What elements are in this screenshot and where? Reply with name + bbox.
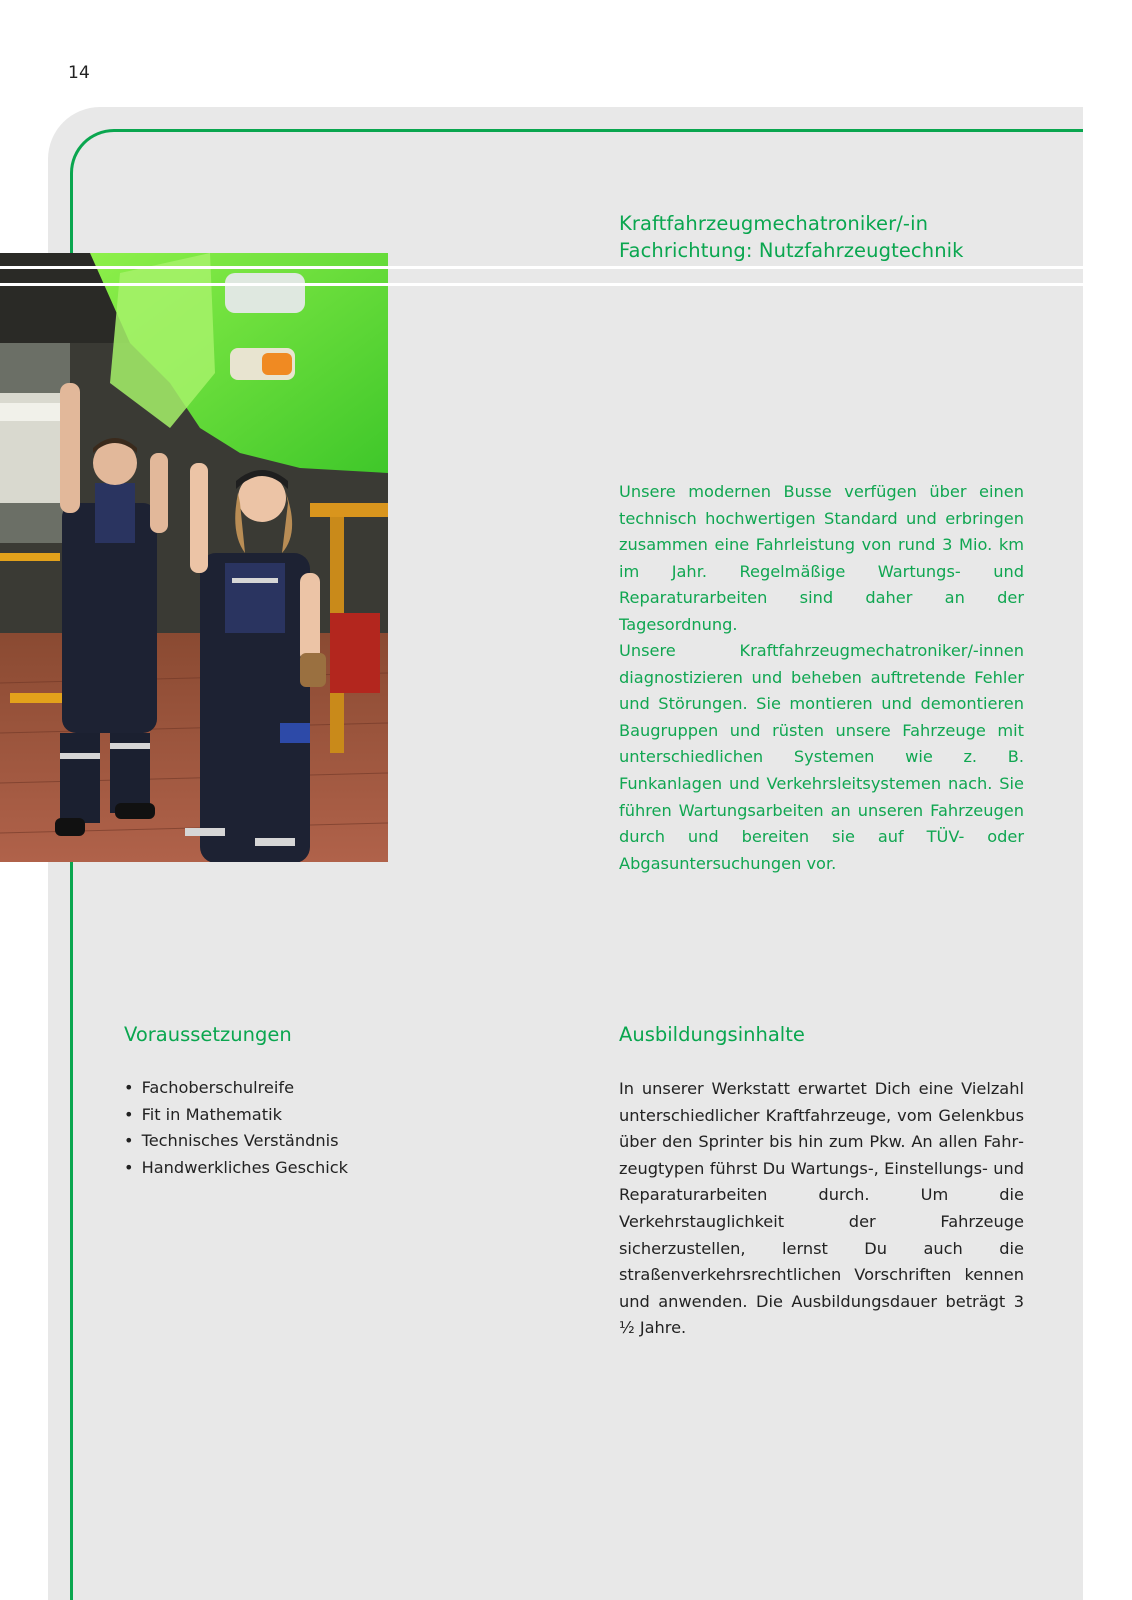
page-number: 14 [68,63,91,83]
list-item: • Technisches Verständnis [124,1128,348,1155]
requirements-heading: Voraussetzungen [124,1023,292,1046]
intro-paragraph-1: Unsere modernen Busse verfügen über einen technisch hochwertigen Standard und erbringen zusammen eine Fahrleistung von rund 3 Mio. km im Jahr. Regelmäßige Wartungs- und Reparaturarbeiten sind daher an der Tagesordnung. [619,482,1024,634]
training-heading: Ausbildungsinhalte [619,1023,805,1046]
title-line-2: Fachrichtung: Nutzfahrzeugtechnik [619,239,964,262]
training-paragraph: In unserer Werkstatt erwartet Dich eine Vielzahl unterschiedlicher Kraftfahrzeuge, vom Gelenkbus über den Sprinter bis hin zum Pkw. An allen Fahrzeugtypen führst Du Wartungs-, Einstellungs- und Reparaturarbeiten durch. Um die Verkehrstauglichkeit der Fahrzeuge sicherzustellen, lernst Du auch die straßenverkehrsrechtlichen Vorschriften kennen und anwenden. Die Ausbildungsdauer beträgt 3 ½ Jahre. [619,1079,1024,1338]
white-rule-top [0,266,1083,269]
intro-paragraph-2: Unsere Kraftfahrzeugmechatroniker/-innen diagnostizieren und beheben auftretende Fehler und Störungen. Sie montieren und demontieren Baugruppen und rüsten unsere Fahrzeuge mit unterschiedlichen Systemen wie z. B. Funkanlagen und Verkehrsleitsystemen nach. Sie führen Wartungsarbeiten an unseren Fahrzeugen durch und bereiten sie auf TÜV- oder Abgasuntersuchungen vor. [619,641,1024,873]
title-line-1: Kraftfahrzeugmechatroniker/-in [619,212,929,235]
list-item: • Fit in Mathematik [124,1102,348,1129]
list-item: • Fachoberschulreife [124,1075,348,1102]
white-rule-bottom [0,283,1083,286]
page-title [619,210,1059,264]
workshop-photo [0,253,388,862]
requirements-list [124,1075,348,1181]
list-item: • Handwerkliches Geschick [124,1155,348,1182]
